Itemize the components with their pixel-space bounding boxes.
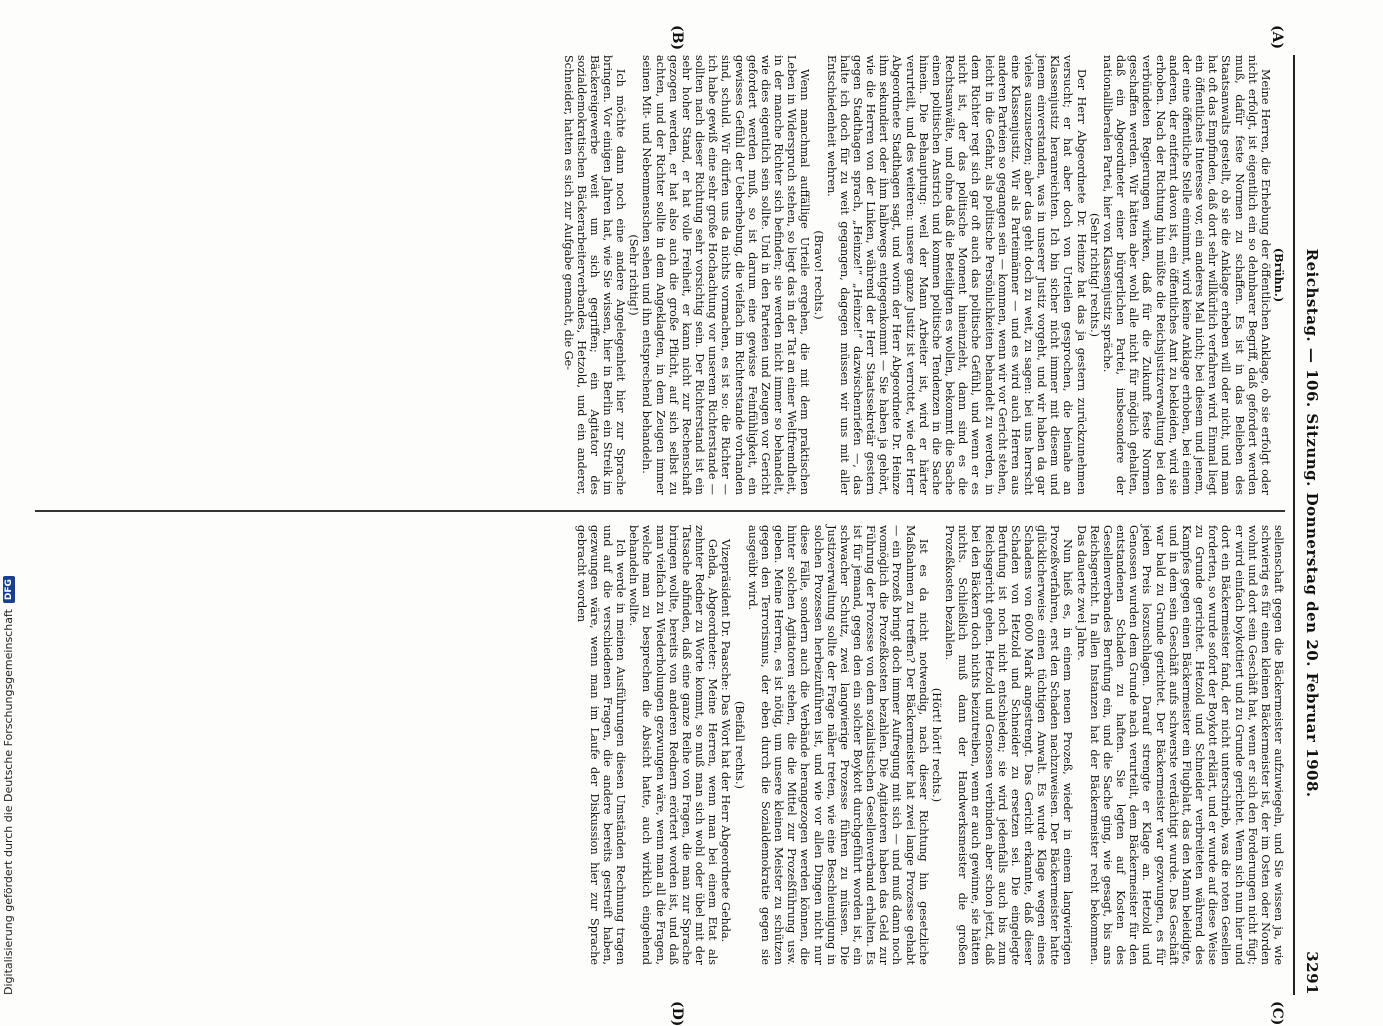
rotated-page	[35, 25, 1325, 1026]
paragraph: Nun hieß es, in einem neuen Prozeß, wieder in einem langwierigen Prozeßverfahren, erst den Schaden nachzuweisen. Der Bäckermeister hatte glücklicherweise einen tüchtigen Anwalt. Es wurde Klage wegen eines Schadens von 6000 Mark angestrengt. Das Gericht erkannte, daß dieser Schaden von Hetzold und Schneider zu ersetzen sei. Die eingelegte Berufung ist noch nicht entschieden; sie wird jedenfalls auch bis zum Reichsgericht gehen. Hetzold und Genossen verbinden aber schon jetzt, daß bei den Bäckern doch nichts beizutreiben, wenn er auch gewinne, sie hätten nichts. Schließlich muß dann der Handwerksmeister die großen Prozeßkosten bezahlen.	[943, 525, 1075, 965]
president-statement: Vizepräsident Dr. Paasche: Das Wort hat der Herr Abgeordnete Gehda.	[719, 539, 733, 943]
column-divider	[35, 510, 1285, 512]
interjection: (Bravo! rechts.)	[811, 230, 825, 320]
paragraph: Ich möchte dann noch eine andere Angelegenheit hier zur Sprache bringen. Vor einigen Jahren hat, wie Sie wissen, hier in Berlin ein Streik im Bäckereigewerbe weit um sich gegriffen; ein Agitator des sozialdemokratischen Bäckerarbeiterverbandes, Hetzold, und ein anderer, Schneider, hatten es sich zur Aufgabe gemacht, die Ge-	[561, 55, 628, 495]
left-column	[561, 55, 1285, 495]
paragraph: Gehda, Abgeordneter: Meine Herren, wenn man bei einem Etat als zehnter Redner zu Worte kommt, so muß man sich wohl oder übel mit der Tatsache abfinden, daß eine ganze Reihe von Fragen, die man zur Sprache bringen wollte, bereits von anderen Rednern erörtert worden ist, und daß man vielfach zu Wiederholungen gezwungen wäre, wenn man all die Fragen, welche man zu besprechen die Absicht hatte, auch wirklich eingehend behandeln wollte.	[627, 525, 720, 965]
paragraph: Der Herr Abgeordnete Dr. Heinze hat das ja gestern zurückzunehmen versucht; er hat aber doch von Urteilen gesprochen, die beinahe an Klassenjustiz heranreichten. Ich bin sicher nicht immer mit diesem und jenem einverstanden, was in unserer Justiz vorgeht, und wir haben da gar vieles auszusetzen; aber das geht doch zu weit, zu sagen: bei uns herrscht eine Klassenjustiz. Wir als Parteimänner — und es wird auch Herren aus anderen Parteien so gegangen sein — kommen, wenn wir vor Gericht stehen, leicht in die Gefahr, als politische Persönlichkeiten behandelt zu werden, in dem Richter regt sich gar oft auch das politische Gefühl, und wenn er es nicht ist, der das politische Moment hineinzieht, dann sind es die Rechtsanwälte, und ohne daß die Beteiligten es wollen, bekommt die Sache einen politischen Anstrich und kommen politische Tendenzen in die Sache hinein. Die Behauptung: weil der Mann Arbeiter ist, wird er härter verurteilt, und des weiteren: unsere ganze Justiz ist verrottet, wie der Herr Abgeordnete Stadthagen sagt, und worin der Herr Abgeordnete Dr. Heinze ihm sekundiert oder ihm halbwegs entgegenkommt — Sie haben ja gehört, wie die Herren von der Linken, während der Herr Staatssekretär gestern gegen Stadthagen sprach, „Heinze!“ „Heinze!“ dazwischenriefen —, das halte ich doch für zu weit gegangen, dagegen müssen wir uns mit aller Entschiedenheit wehren.	[824, 55, 1088, 495]
paragraph: Ich werde in meinen Ausführungen diesen Umständen Rechnung tragen und auf die verschiedenen Fragen, die andere bereits gestreift haben, gezwungen wäre, wenn man im Laufe der Diskussion hier zur Sprache gebracht worden	[574, 525, 628, 965]
header-title: Reichstag. — 106. Sitzung. Donnerstag den 20. Februar 1908.	[1303, 248, 1321, 798]
margin-letter-a: (A)	[1269, 25, 1285, 50]
margin-letter-d: (D)	[669, 1001, 685, 1026]
interjection: (Hört! hört! rechts.)	[929, 687, 943, 803]
dfg-logo: DFG	[3, 576, 15, 603]
footer-text: Digitalisierung gefördert durch die Deutsche Forschungsgemeinschaft	[2, 609, 15, 995]
interjection: (Sehr richtig!)	[627, 234, 641, 316]
right-column	[575, 525, 1285, 965]
paragraph: Ist es da nicht notwendig, nach dieser Richtung hin gesetzliche Maßnahmen zu treffen? Der Bäckermeister hat zwei lange Prozesse gehabt — ein Prozeß bringt doch immer Aufregung mit sich — und muß dann noch womöglich die Prozeßkosten bezahlen. Die Agitatoren haben das Geld zur Führung der Prozesse von dem sozialistischen Gesellenverband erhalten. Es ist für jemand, gegen den ein solcher Boykott durchgeführt worden ist, ein schwacher Schutz, zwei langwierige Prozesse führen zu müssen. Die Justizverwaltung sollte der Frage näher treten, wie eine Beschleunigung in solchen Prozessen herbeizuführen ist, und wie vor allen Dingen nicht nur diese Fälle, sondern auch die Verbände herangezogen werden können, die hinter solchen Agitatoren stehen, die die Mittel zur Prozeßführung usw. geben. Meine Herren, es ist nötig, um unsere kleinen Meister zu schützen gegen den Terrorismus, der eben durch die Sozialdemokratie gegen sie ausgeübt wird.	[745, 525, 930, 965]
margin-letter-b: (B)	[669, 25, 685, 51]
paragraph: Wenn manchmal auffällige Urteile ergehen, die mit dem praktischen Leben in Widerspruch stehen, so liegt das in der Tat an einer Weltfremdheit, in der manche Richter sich befinden; sie werden nicht immer so behandelt, wie dies eigentlich sein sollte. Und in den Parteien und Zeugen vor Gericht gefordert werden muß, so ist darum eine gewisse Feinfühligkeit, ein gewisses Gefühl der Ueberhebung, die vielfach im Richterstande vorhanden sind, schuld. Wir dürfen uns da nichts vormachen, es ist so: die Richter — ich habe gewiß eine sehr große Hochachtung vor unserem Richterstande — sollten nach dieser Richtung sehr vorsichtig sein. Der Richterstand ist ein sehr hoher Stand, er hat volle Freiheit, er kann nicht zur Rechenschaft gezogen werden, er hat also auch die große Pflicht, auf sich selbst zu achten, und der Richter sollte in dem Angeklagten, in dem Zeugen immer seinen Mit- und Nebenmenschen sehen und ihn entsprechend behandeln.	[640, 55, 812, 495]
interjection: (Sehr richtig! rechts.)	[1087, 212, 1101, 338]
digitization-footer	[2, 576, 15, 995]
paragraph: Meine Herren, die Erhebung der öffentlichen Anklage, ob sie erfolgt oder nicht erfolgt, ist eigentlich ein so dehnbarer Begriff, daß gefordert werden muß, dafür feste Normen zu schaffen. Es ist in das Belieben des Staatsanwalts gestellt, ob sie die Anklage erheben will oder nicht, und man hat oft das Empfinden, daß dort sehr willkürlich verfahren wird. Einmal liegt ein öffentliches Interesse vor, ein anderes Mal nicht; bei diesem und jenem, der eine öffentliche Stelle einnimmt, wird keine Anklage erhoben, bei einem anderen, der entfernt davon ist, ein öffentliches Amt zu bekleiden, wird sie erhoben. Nach der Richtung hin müßte die Reichsjustizverwaltung bei den verbündeten Regierungen wirken, daß für die Zukunft feste Normen geschaffen werden. Wir hätten aber wohl alle nicht für möglich gehalten, daß ein Abgeordneter einer bürgerlichen Partei, insbesondere der nationalliberalen Partei, hier von Klassenjustiz spräche.	[1100, 55, 1272, 495]
margin-letter-c: (C)	[1269, 1001, 1285, 1026]
header-rule	[1293, 55, 1295, 995]
interjection: (Beifall rechts.)	[732, 701, 746, 789]
page-header	[1299, 55, 1325, 995]
speaker-note: (Brühn.)	[1272, 247, 1286, 303]
paragraph: sellenschaft gegen die Bäckermeister aufzuwiegeln, und Sie wissen ja, wie schwierig es für einen kleinen Bäckermeister ist, der im Osten oder Norden wohnt und dort sein Geschäft hat, wenn er sich den Forderungen nicht fügt; er wird einfach boykottiert und zu Grunde gerichtet. Wenn sich nun hier und dort ein Bäckermeister fand, der nicht unterschrieb, was die roten Gesellen forderten, so wurde sofort der Boykott erklärt, und er wurde auf diese Weise zu Grunde gerichtet. Hetzold und Schneider verbreiteten während des Kampfes gegen einen Bäckermeister ein Flugblatt, das den Mann beleidigte, und in dem sein Geschäft aufs schwerste verdächtigt wurde. Das Geschäft war bald zu Grunde gerichtet. Der Bäckermeister war gezwungen, es für jeden Preis loszuschlagen. Darauf strengte er Klage an. Hetzold und Genossen wurden dem Grunde nach verurteilt, dem Bäckermeister für den entstandenen Schaden zu haften. Sie legten auf Kosten des Gesellenverbandes Berufung ein, und die Sache ging, wie gesagt, bis ans Reichsgericht. In allen Instanzen hat der Bäckermeister recht bekommen. Das dauerte zwei Jahre.	[1074, 525, 1285, 965]
page-number: 3291	[1303, 951, 1321, 995]
